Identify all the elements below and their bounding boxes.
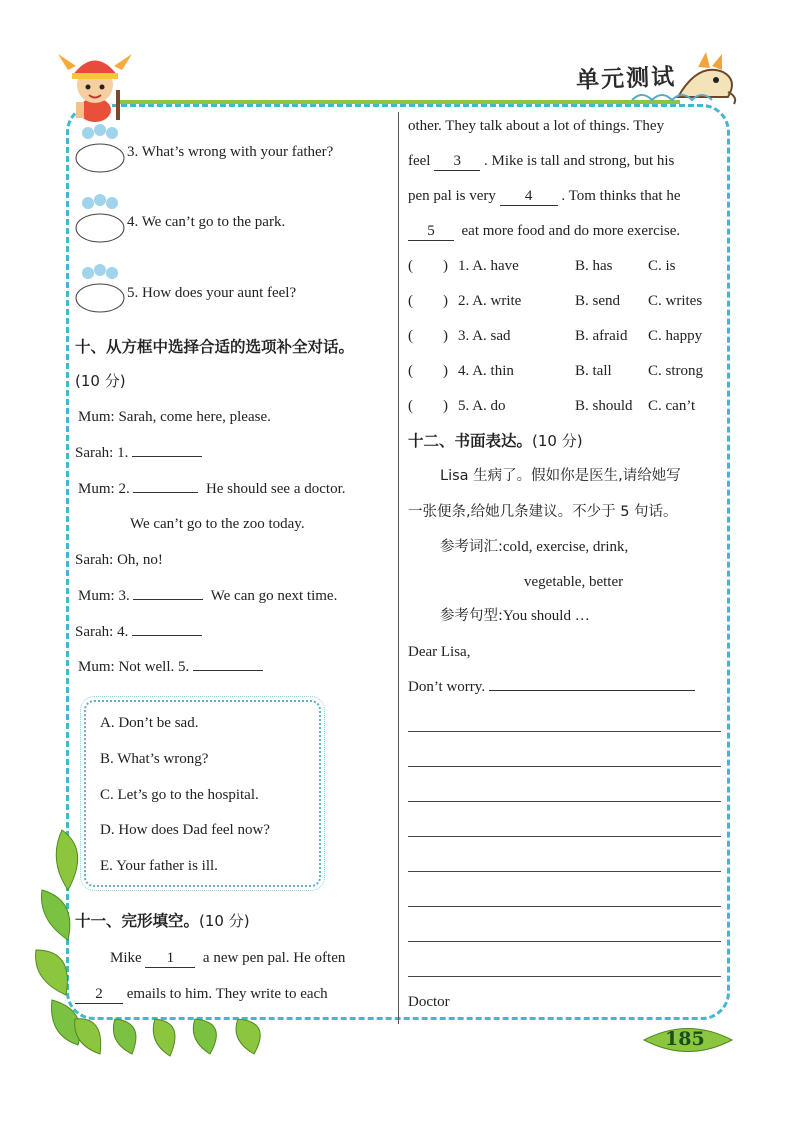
dialogue-line-4: We can’t go to the zoo today. [130, 516, 305, 532]
section-11-heading: 十一、完形填空。(10 分) [75, 912, 250, 930]
question-option-b: B. afraid [575, 328, 628, 344]
paw-bubble-icon [74, 124, 126, 174]
matching-item-3: 3. What’s wrong with your father? [127, 144, 334, 160]
paw-bubble-icon [74, 264, 126, 314]
vocab-line-2: vegetable, better [524, 574, 624, 590]
dialogue-line-2: Sarah: 1. [75, 443, 202, 463]
cloze-line-5: pen pal is very 4 . Tom thinks that he [408, 188, 681, 204]
writing-line[interactable] [408, 731, 721, 732]
question-row-4: ( ) [408, 363, 448, 379]
question-option-c: C. strong [648, 363, 704, 379]
letter-greeting: Dear Lisa, [408, 644, 471, 660]
writing-line[interactable] [408, 906, 721, 907]
mascot-boy-icon [50, 40, 140, 125]
dialogue-line-3: Mum: 2. He should see a doctor. [78, 481, 346, 497]
dialogue-line-6: Mum: 3. We can go next time. [78, 588, 338, 604]
option-c: C. Let’s go to the hospital. [100, 787, 259, 803]
cloze-line-4: feel 3 . Mike is tall and strong, but his [408, 153, 675, 169]
cloud-waves-icon [630, 88, 720, 108]
question-row-3-options: 3. A. sad [458, 328, 511, 344]
option-e: E. Your father is ill. [100, 858, 218, 874]
question-row-1: ( ) [408, 258, 448, 274]
writing-line[interactable] [408, 801, 721, 802]
writing-line[interactable] [408, 976, 721, 977]
matching-item-4: 4. We can’t go to the park. [127, 214, 286, 230]
page-number: 185 [665, 1028, 705, 1050]
dialogue-line-8: Mum: Not well. 5. [78, 657, 263, 677]
writing-line[interactable] [408, 836, 721, 837]
cloze-line-2: 2 emails to him. They write to each [75, 984, 328, 1004]
question-row-3: ( ) [408, 328, 448, 344]
question-row-4-options: 4. A. thin [458, 363, 514, 379]
question-option-c: C. happy [648, 328, 703, 344]
cloze-line-6: 5 eat more food and do more exercise. [408, 221, 680, 241]
question-option-b: B. should [575, 398, 633, 414]
bottom-leaves-icon [70, 1014, 300, 1058]
dialogue-line-7: Sarah: 4. [75, 622, 202, 642]
matching-item-5: 5. How does your aunt feel? [127, 285, 297, 301]
paw-bubble-icon [74, 194, 126, 244]
column-divider [398, 112, 399, 1024]
answer-blank[interactable] [133, 492, 198, 493]
dialogue-line-5: Sarah: Oh, no! [75, 552, 163, 568]
question-row-5: ( ) [408, 398, 448, 414]
question-option-b: B. has [575, 258, 613, 274]
writing-line[interactable] [408, 766, 721, 767]
writing-line[interactable] [489, 690, 695, 691]
question-option-b: B. send [575, 293, 620, 309]
cloze-line-1: Mike 1 a new pen pal. He often [110, 950, 346, 966]
letter-first-line: Don’t worry. [408, 677, 695, 697]
question-option-c: C. is [648, 258, 676, 274]
option-a: A. Don’t be sad. [100, 715, 199, 731]
writing-line[interactable] [408, 871, 721, 872]
writing-prompt-line-2: 一张便条,给她几条建议。不少于 5 句话。 [408, 504, 678, 520]
cloze-line-3: other. They talk about a lot of things. They [408, 118, 665, 134]
vocab-line-1: 参考词汇:cold, exercise, drink, [440, 539, 629, 555]
writing-line[interactable] [408, 941, 721, 942]
answer-blank[interactable] [132, 456, 202, 457]
question-row-2: ( ) [408, 293, 448, 309]
letter-signature: Doctor [408, 994, 450, 1010]
pattern-line: 参考句型:You should … [440, 608, 590, 624]
answer-blank[interactable] [132, 635, 202, 636]
question-option-c: C. writes [648, 293, 703, 309]
answer-blank[interactable] [133, 599, 203, 600]
answer-blank[interactable] [193, 670, 263, 671]
option-d: D. How does Dad feel now? [100, 822, 270, 838]
option-b: B. What’s wrong? [100, 751, 209, 767]
writing-prompt-line-1: Lisa 生病了。假如你是医生,请给她写 [440, 468, 681, 484]
dialogue-line-1: Mum: Sarah, come here, please. [78, 409, 271, 425]
section-10-score: (10 分) [75, 372, 126, 390]
section-10-heading: 十、从方框中选择合适的选项补全对话。 [75, 338, 355, 356]
question-option-c: C. can’t [648, 398, 696, 414]
question-row-5-options: 5. A. do [458, 398, 506, 414]
question-row-1-options: 1. A. have [458, 258, 519, 274]
unit-title: 单元测试 [575, 64, 677, 94]
question-option-b: B. tall [575, 363, 612, 379]
question-row-2-options: 2. A. write [458, 293, 522, 309]
section-12-heading: 十二、书面表达。(10 分) [408, 432, 583, 450]
